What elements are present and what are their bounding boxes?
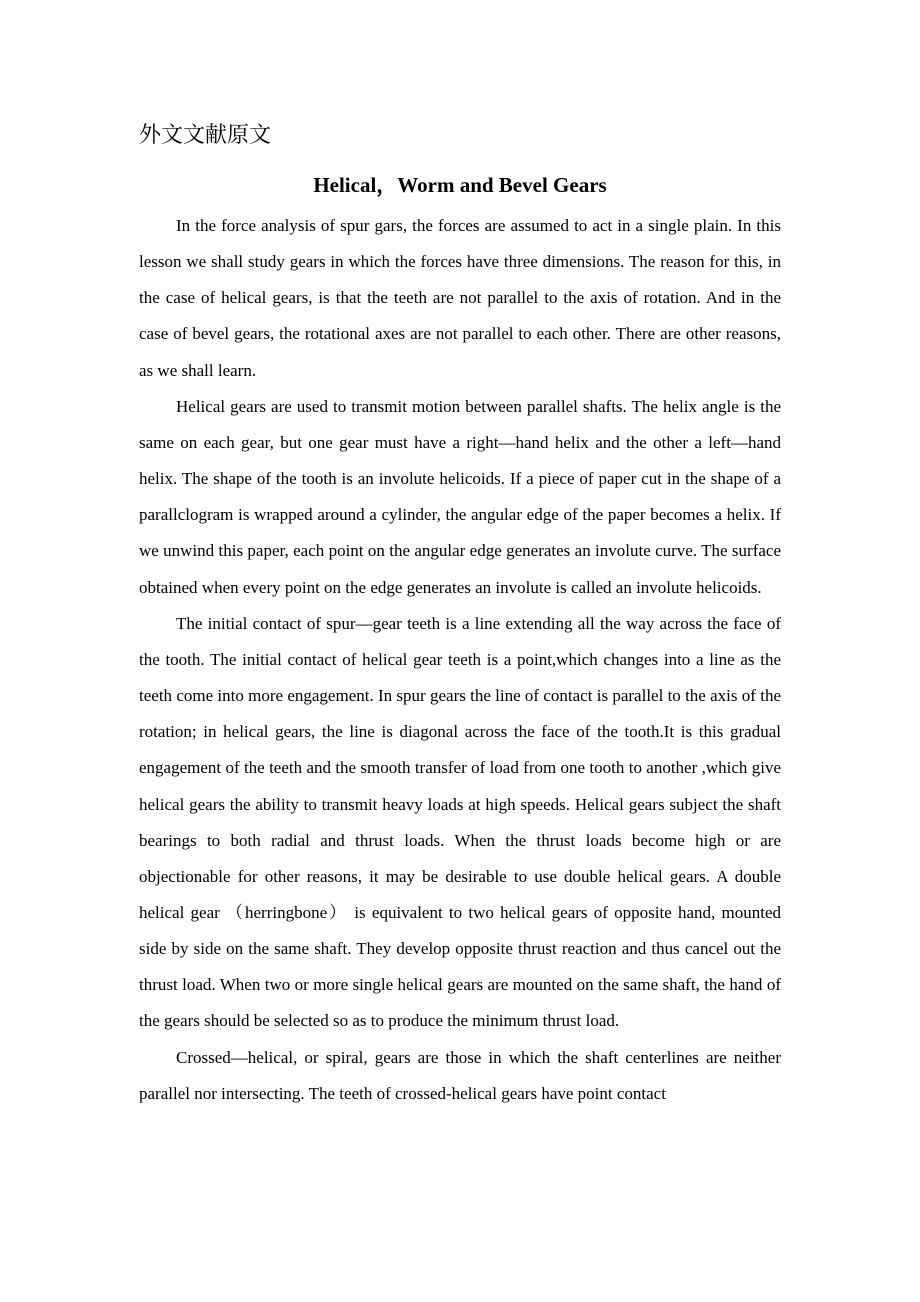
document-title: Helical，Worm and Bevel Gears (313, 173, 607, 197)
paragraph-1: In the force analysis of spur gars, the forces are assumed to act in a single plain. In this lesson we shall study gears in which the forces have three dimensions. The reason for this, in the case of helical gears, is that the teeth are not parallel to the axis of rotation. And in the case of bevel gears, the rotational axes are not parallel to each other. There are other reasons, as we shall learn. (139, 216, 781, 380)
paragraph-3: The initial contact of spur—gear teeth is a line extending all the way across the face of the tooth. The initial contact of helical gear teeth is a point,which changes into a line as the teeth come into more engagement. In spur gears the line of contact is parallel to the axis of the rotation; in helical gears, the line is diagonal across the face of the tooth.It is this gradual engagement of the teeth and the smooth transfer of load from one tooth to another ,which give helical gears the ability to transmit heavy loads at high speeds. Helical gears subject the shaft bearings to both radial and thrust loads. When the thrust loads become high or are objectionable for other reasons, it may be desirable to use double helical gears. A double helical gear （herringbone） is equivalent to two helical gears of opposite hand, mounted side by side on the same shaft. They develop opposite thrust reaction and thus cancel out the thrust load. When two or more single helical gears are mounted on the same shaft, the hand of the gears should be selected so as to produce the minimum thrust load. (139, 613, 781, 1031)
body-text (139, 208, 781, 1112)
paragraph-4: Crossed—helical, or spiral, gears are those in which the shaft centerlines are neither parallel nor intersecting. The teeth of crossed-helical gears have point contact (139, 1047, 781, 1103)
paragraph-2: Helical gears are used to transmit motion between parallel shafts. The helix angle is the same on each gear, but one gear must have a right—hand helix and the other a left—hand helix. The shape of the tooth is an involute helicoids. If a piece of paper cut in the shape of a parallclogram is wrapped around a cylinder, the angular edge of the paper becomes a helix. If we unwind this paper, each point on the angular edge generates an involute curve. The surface obtained when every point on the edge generates an involute is called an involute helicoids. (139, 396, 781, 597)
section-heading: 外文文献原文 (139, 123, 272, 148)
